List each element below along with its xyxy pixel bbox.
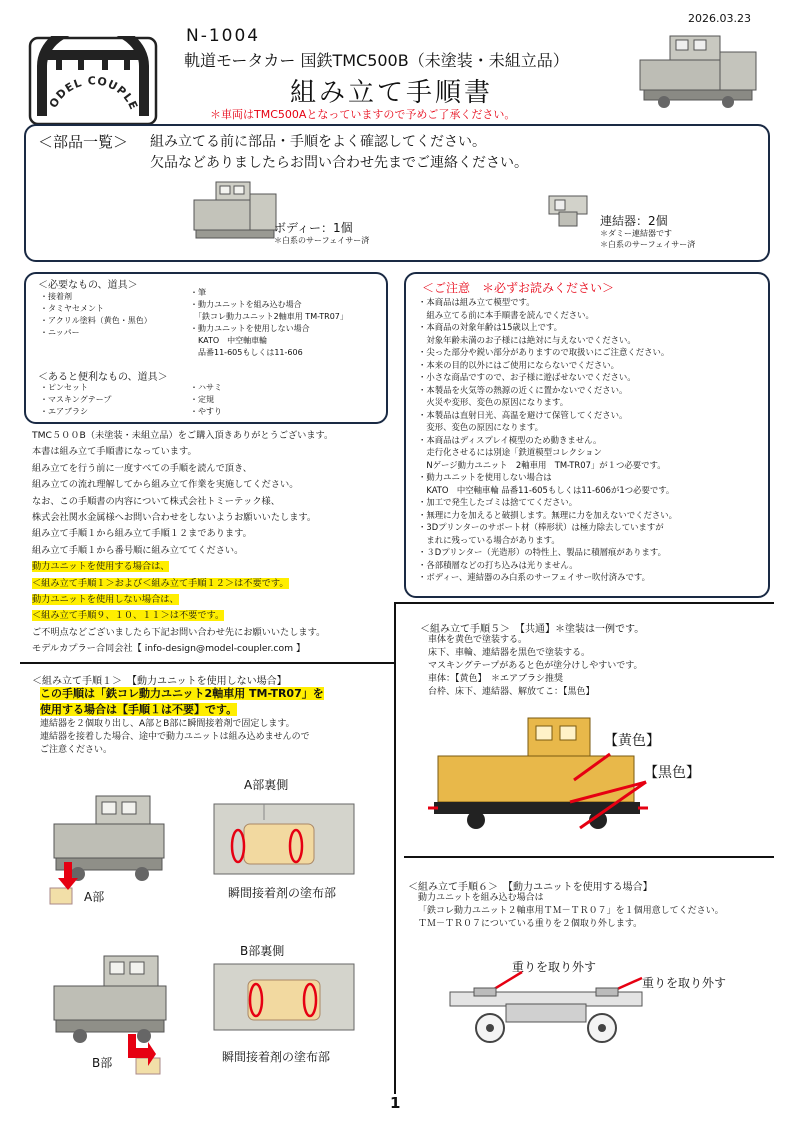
intro-text: [32, 428, 333, 658]
divider-right-top: [396, 602, 774, 604]
step6-line: 「鉄コレ動力ユニット２軸車用ＴＭ－ＴＲ０７」を１個用意してください。: [418, 906, 724, 916]
divider-vertical: [394, 602, 396, 1094]
intro-line: 組み立て手順１から組み立て手順１２まであります。: [32, 528, 252, 540]
caution-line: 変形、変色の原因になります。: [418, 422, 543, 432]
caution-line: ・３Dプリンター（光造形）の特性上、製品に積層痕があります。: [418, 547, 666, 557]
tools-handy-right: [190, 382, 222, 418]
caution-line: 火災や変形、変色の原因になります。: [418, 397, 569, 407]
product-name: 軌道モータカー 国鉄TMC500B（未塗装・未組立品）: [184, 51, 569, 70]
caution-line: ・3Dプリンターのサポート材（棒形状）は極力除去していますが: [418, 522, 664, 532]
b-part-label: B部: [92, 1056, 113, 1070]
caution-heading: ＜ご注意 ＊必ずお読みください＞: [422, 281, 615, 295]
step6-line: ＴＭ－ＴＲ０７についている重りを２個取り外します。: [418, 919, 643, 929]
a-underside-image: [204, 794, 364, 884]
intro-line: 組み立てを行う前に一度すべての手順を読んで頂き、: [32, 462, 252, 474]
caution-line: Nゲージ動力ユニット 2軸車用 TM-TR07」が１つ必要です。: [418, 459, 666, 470]
tool-item: 「鉄コレ動力ユニット2軸車用 TM-TR07」: [190, 312, 348, 321]
weight-label-right: 重りを取り外す: [642, 976, 727, 990]
step1-line: 連結器を２個取り出し、A部とB部に瞬間接着剤で固定します。: [40, 719, 295, 729]
caution-line: ・動力ユニットを使用しない場合は: [418, 472, 552, 482]
step1-warning-1: この手順は「鉄コレ動力ユニット2軸車用 TM-TR07」を: [40, 687, 324, 700]
highlight-line: ＜組み立て手順１＞および＜組み立て手順１２＞は不要です。: [32, 577, 289, 589]
tools-handy-heading: ＜あると便利なもの、道具＞: [38, 372, 168, 383]
brand-logo: [28, 36, 158, 126]
step5-line: 台枠、床下、連結器、解放てこ：【黒色】: [428, 687, 595, 697]
doc-title: 組み立て手順書: [290, 78, 494, 108]
caution-line: ・ボディー、連結器のみ白系のサーフェイサー吹付済みです。: [418, 572, 650, 582]
tool-item: ・ニッパー: [40, 328, 80, 337]
step1-line: 連結器を接着した場合、途中で動力ユニットは組み込めませんので: [40, 732, 310, 742]
a-caption: 瞬間接着剤の塗布部: [228, 886, 337, 900]
loco-b-image: [44, 950, 184, 1078]
body-part-note: ＊白系のサーフェイサー済: [274, 236, 370, 245]
highlight-line: 動力ユニットを使用しない場合は、: [32, 594, 179, 606]
caution-line: ・本商品は組み立て模型です。: [418, 297, 535, 307]
b-underside-image: [204, 958, 364, 1038]
step5-text: [428, 634, 643, 699]
tools-required-right: [190, 287, 348, 359]
loco-a-image: [44, 790, 184, 910]
power-unit-image: [446, 970, 646, 1050]
contact-line: ご不明点などございましたら下記お問い合わせ先にお願いいたします。: [32, 626, 326, 638]
caution-line: 走行化させるには別途「鉄道模型コレクション: [418, 447, 602, 457]
caution-line: まれに残っている場合があります。: [418, 534, 560, 545]
caution-line: ・本製品は直射日光、高温を避けて保管してください。: [418, 409, 628, 420]
tool-item: ・やすり: [190, 407, 222, 416]
step1-warning-2: 使用する場合は【手順１は不要】です。: [40, 703, 238, 716]
logo-text: ODEL COUPLE: [46, 74, 141, 113]
step5-heading: ＜組み立て手順５＞ 【共通】＊塗装は一例です。: [420, 624, 645, 635]
body-part-image: [190, 180, 280, 242]
tool-item: ・エアブラシ: [40, 407, 88, 416]
tool-item: 品番11-605もしくは11-606: [190, 348, 303, 357]
b-underside-title: B部裏側: [240, 944, 285, 958]
divider-right-mid: [404, 856, 774, 858]
product-code: N-1004: [186, 26, 261, 46]
label-black: 【黒色】: [644, 765, 700, 781]
page-number: 1: [390, 1094, 401, 1112]
label-yellow: 【黄色】: [604, 733, 660, 749]
step5-line: 床下、車輪、連結器を黒色で塗装する。: [428, 648, 591, 658]
weight-label-left: 重りを取り外す: [512, 960, 597, 974]
parts-intro-1: 組み立てる前に部品・手順をよく確認してください。: [150, 134, 486, 150]
highlight-line: ＜組み立て手順９、１０、１１＞は不要です。: [32, 610, 225, 622]
step6-line: 動力ユニットを組み込む場合は: [418, 893, 544, 903]
coupler-part-image: [543, 190, 593, 232]
header-notice: ＊車両はTMC500Aとなっていますので予めご了承ください。: [210, 108, 516, 121]
tools-required-left: [40, 291, 152, 339]
a-underside-title: A部裏側: [244, 778, 289, 792]
intro-line: 組み立て手順１から番号順に組み立ててください。: [32, 544, 244, 556]
a-part-label: A部: [84, 890, 105, 904]
tool-item: ・マスキングテープ: [40, 395, 112, 404]
tool-item: ・ハサミ: [190, 383, 222, 392]
highlight-line: 動力ユニットを使用する場合は、: [32, 561, 170, 573]
step5-line: 車体：【黄色】 ＊エアブラシ推奨: [428, 674, 564, 684]
caution-line: ・加工で発生したゴミは捨ててください。: [418, 497, 578, 507]
tool-item: ・定規: [190, 395, 214, 404]
caution-line: ・小さな商品ですので、お子様に遊ばせないでください。: [418, 372, 636, 382]
caution-list: [418, 296, 677, 584]
contact-email: モデルカプラー合同会社【 info-design@model-coupler.com 】: [32, 643, 306, 655]
caution-line: ・本製品を火気等の熱源の近くに置かないでください。: [418, 384, 628, 395]
caution-line: ・無理に力を加えると破損します。無理に力を加えないでください。: [418, 509, 677, 520]
tool-item: ・アクリル塗料（黄色・黒色）: [40, 316, 152, 325]
tool-item: ・動力ユニットを組み込む場合: [190, 300, 302, 309]
paint-arrows: [560, 740, 670, 830]
caution-line: ・本商品の対象年齢は15歳以上です。: [418, 322, 562, 332]
step5-line: マスキングテープがあると色が塗分けしやすいです。: [428, 661, 643, 671]
step1-heading: ＜組み立て手順１＞ 【動力ユニットを使用しない場合】: [32, 676, 287, 687]
caution-line: KATO 中空軸車輪 品番11-605もしくは11-606が1つ必要です。: [418, 484, 675, 495]
tool-item: ・動力ユニットを使用しない場合: [190, 324, 310, 333]
intro-line: なお、この手順書の内容について株式会社トミーテック様、: [32, 495, 280, 507]
caution-line: ・本来の目的以外にはご使用にならないでください。: [418, 359, 619, 370]
date: 2026.03.23: [688, 12, 751, 25]
step6-heading: ＜組み立て手順６＞ 【動力ユニットを使用する場合】: [408, 882, 653, 893]
caution-line: ・各部積層などの打ち込みは光りません。: [418, 559, 578, 570]
tool-item: ・筆: [190, 288, 206, 297]
intro-line: 本書は組み立て手順書になっています。: [32, 446, 197, 458]
step5-line: 車体を黄色で塗装する。: [428, 635, 528, 645]
intro-line: 株式会社関水金属様へお問い合わせをしないようお願いいたします。: [32, 512, 317, 524]
coupler-part-note-1: ＊ダミー連結器です: [600, 229, 672, 238]
step1-line: ご注意ください。: [40, 745, 113, 755]
tools-required-heading: ＜必要なもの、道具＞: [38, 280, 138, 291]
caution-line: ・本商品はディスプレイ模型のため動きません。: [418, 434, 602, 445]
header-loco-image: [630, 30, 770, 110]
caution-line: 組み立てる前に本手順書を読んでください。: [418, 309, 594, 320]
intro-line: 組み立ての流れ理解してから組み立て作業を実施してください。: [32, 479, 299, 491]
intro-line: TMC５００B（未塗装・未組立品）をご購入頂きありがとうございます。: [32, 430, 334, 441]
parts-heading: ＜部品一覧＞: [38, 133, 129, 151]
tool-item: ・ピンセット: [40, 383, 88, 392]
divider-left: [20, 662, 394, 664]
tool-item: ・タミヤセメント: [40, 304, 104, 313]
tool-item: KATO 中空軸車輪: [190, 336, 268, 345]
step6-text: [418, 892, 724, 931]
parts-intro-2: 欠品などありましたらお問い合わせ先までご連絡ください。: [150, 155, 528, 171]
caution-line: ・尖った部分や鋭い部分がありますので取扱いにご注意ください。: [418, 347, 670, 357]
tools-handy-left: [40, 382, 111, 418]
caution-line: 対象年齢未満のお子様には絶対に与えないでください。: [418, 334, 636, 345]
tool-item: ・接着剤: [40, 292, 72, 301]
body-part-label: ボディー：1個: [274, 221, 353, 235]
coupler-part-label: 連結器：2個: [600, 214, 668, 228]
b-caption: 瞬間接着剤の塗布部: [222, 1050, 331, 1064]
coupler-part-note-2: ＊白系のサーフェイサー済: [600, 240, 696, 249]
